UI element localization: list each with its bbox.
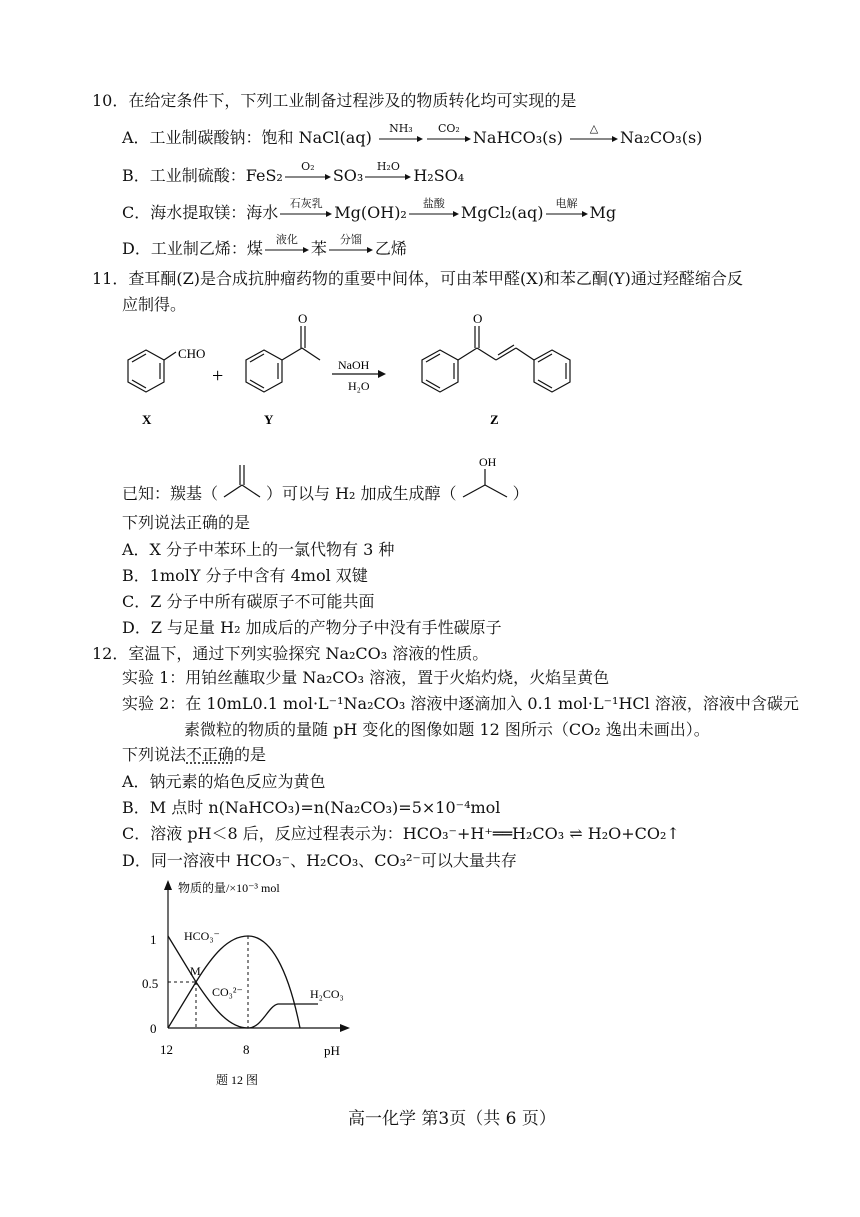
q12-option-a: A．钠元素的焰色反应为黄色: [122, 772, 326, 791]
plus-sign: +: [212, 365, 224, 387]
svg-text:O: O: [298, 312, 308, 326]
q12-ask: 下列说法不正确的是: [122, 745, 267, 764]
q10-option-c: C．海水提取镁：海水 石灰乳 Mg(OH)₂ 盐酸 MgCl₂(aq) 电解 Mg: [122, 197, 617, 222]
q11-stem-line1: 11．查耳酮(Z)是合成抗肿瘤药物的重要中间体，可由苯甲醛(X)和苯乙酮(Y)通过羟醛缩合反: [92, 269, 743, 288]
q12-option-c: C．溶液 pH＜8 后，反应过程表示为：HCO₃⁻+H⁺══H₂CO₃ ⇌ H₂O+CO₂↑: [122, 824, 680, 843]
q12-option-b: B．M 点时 n(NaHCO₃)=n(Na₂CO₃)=5×10⁻⁴mol: [122, 798, 501, 817]
q10-option-b: B．工业制硫酸：FeS₂ O₂ SO₃ H₂O H₂SO₄: [122, 160, 465, 185]
q11-option-d: D．Z 与足量 H₂ 加成后的产物分子中没有手性碳原子: [122, 618, 502, 637]
reaction-arrow: 液化: [265, 238, 309, 256]
z-label: Z: [490, 412, 499, 427]
h2co3-curve: [248, 1004, 318, 1028]
x-label: X: [142, 412, 152, 427]
q12-exp2-line1: 实验 2：在 10mL0.1 mol·L⁻¹Na₂CO₃ 溶液中逐滴加入 0.1 mol·L⁻¹HCl 溶液，溶液中含碳元: [122, 694, 799, 713]
x-tick-label: 12: [160, 1042, 173, 1057]
hco3-label: HCO₃⁻: [184, 929, 220, 943]
y-axis-arrow: [164, 880, 172, 890]
co3-label: CO₃²⁻: [212, 985, 243, 999]
alcohol-structure: [459, 455, 511, 503]
q12-exp2-line2: 素微粒的物质的量随 pH 变化的图像如题 12 图所示（CO₂ 逸出未画出）。: [184, 720, 710, 739]
y-axis-label: 物质的量/×10⁻³ mol: [178, 881, 280, 895]
q11-option-c: C．Z 分子中所有碳原子不可能共面: [122, 592, 375, 611]
reaction-arrow: O₂: [285, 165, 331, 183]
reaction-arrow: H₂O: [365, 165, 411, 183]
q12-exp1: 实验 1：用铂丝蘸取少量 Na₂CO₃ 溶液，置于火焰灼烧，火焰呈黄色: [122, 668, 610, 687]
y-tick-label: 1: [150, 932, 157, 947]
x-tick-label: 8: [243, 1042, 250, 1057]
page-footer: 高一化学 第3页（共 6 页）: [348, 1109, 556, 1129]
q11-stem-line2: 应制得。: [122, 295, 187, 314]
chalcone-structure: [422, 312, 570, 427]
x-axis-arrow: [340, 1024, 350, 1032]
q11-ask: 下列说法正确的是: [122, 513, 251, 532]
y-label: Y: [264, 412, 274, 427]
reaction-arrow: 盐酸: [409, 202, 459, 220]
q12-stem: 12．室温下，通过下列实验探究 Na₂CO₃ 溶液的性质。: [92, 644, 489, 663]
q11-known: 已知：羰基（ ）可以与 H₂ 加成生成醇（ OH ）: [122, 455, 529, 503]
q10-stem: 10．在给定条件下，下列工业制备过程涉及的物质转化均可实现的是: [92, 91, 577, 110]
h2co3-label: H₂CO₃: [310, 987, 344, 1001]
figure-12-chart: [132, 878, 372, 1093]
reaction-arrow: [332, 358, 386, 393]
acetophenone-structure: [246, 312, 320, 427]
carbonyl-structure: [220, 463, 264, 503]
svg-text:OH: OH: [478, 455, 496, 469]
reaction-arrow: △: [570, 127, 618, 145]
svg-text:NaOH: NaOH: [338, 358, 370, 372]
reaction-arrow: 石灰乳: [280, 202, 332, 220]
m-point-label: M: [190, 964, 201, 978]
cho-label: CHO: [178, 346, 206, 361]
q10-option-a: A．工业制碳酸钠：饱和 NaCl(aq) NH₃ CO₂ NaHCO₃(s) △ Na₂CO₃(s): [122, 122, 703, 147]
q11-option-b: B．1molY 分子中含有 4mol 双键: [122, 566, 368, 585]
reaction-arrow: NH₃: [379, 127, 423, 145]
reaction-scheme: [112, 312, 612, 432]
svg-text:H₂O: H₂O: [348, 379, 370, 393]
q12-option-d: D．同一溶液中 HCO₃⁻、H₂CO₃、CO₃²⁻可以大量共存: [122, 851, 517, 870]
benzaldehyde-structure: [128, 346, 205, 427]
q11-option-a: A．X 分子中苯环上的一氯代物有 3 种: [122, 540, 395, 559]
q10-option-d: D．工业制乙烯：煤 液化 苯 分馏 乙烯: [122, 233, 407, 258]
reaction-arrow: 电解: [546, 202, 588, 220]
svg-text:O: O: [473, 312, 483, 326]
reaction-arrow: CO₂: [427, 127, 471, 145]
figure-caption: 题 12 图: [216, 1073, 259, 1087]
y-tick-label: 0.5: [142, 976, 159, 991]
reaction-arrow: 分馏: [329, 238, 373, 256]
x-axis-label: pH: [324, 1043, 340, 1058]
y-tick-label: 0: [150, 1021, 157, 1036]
